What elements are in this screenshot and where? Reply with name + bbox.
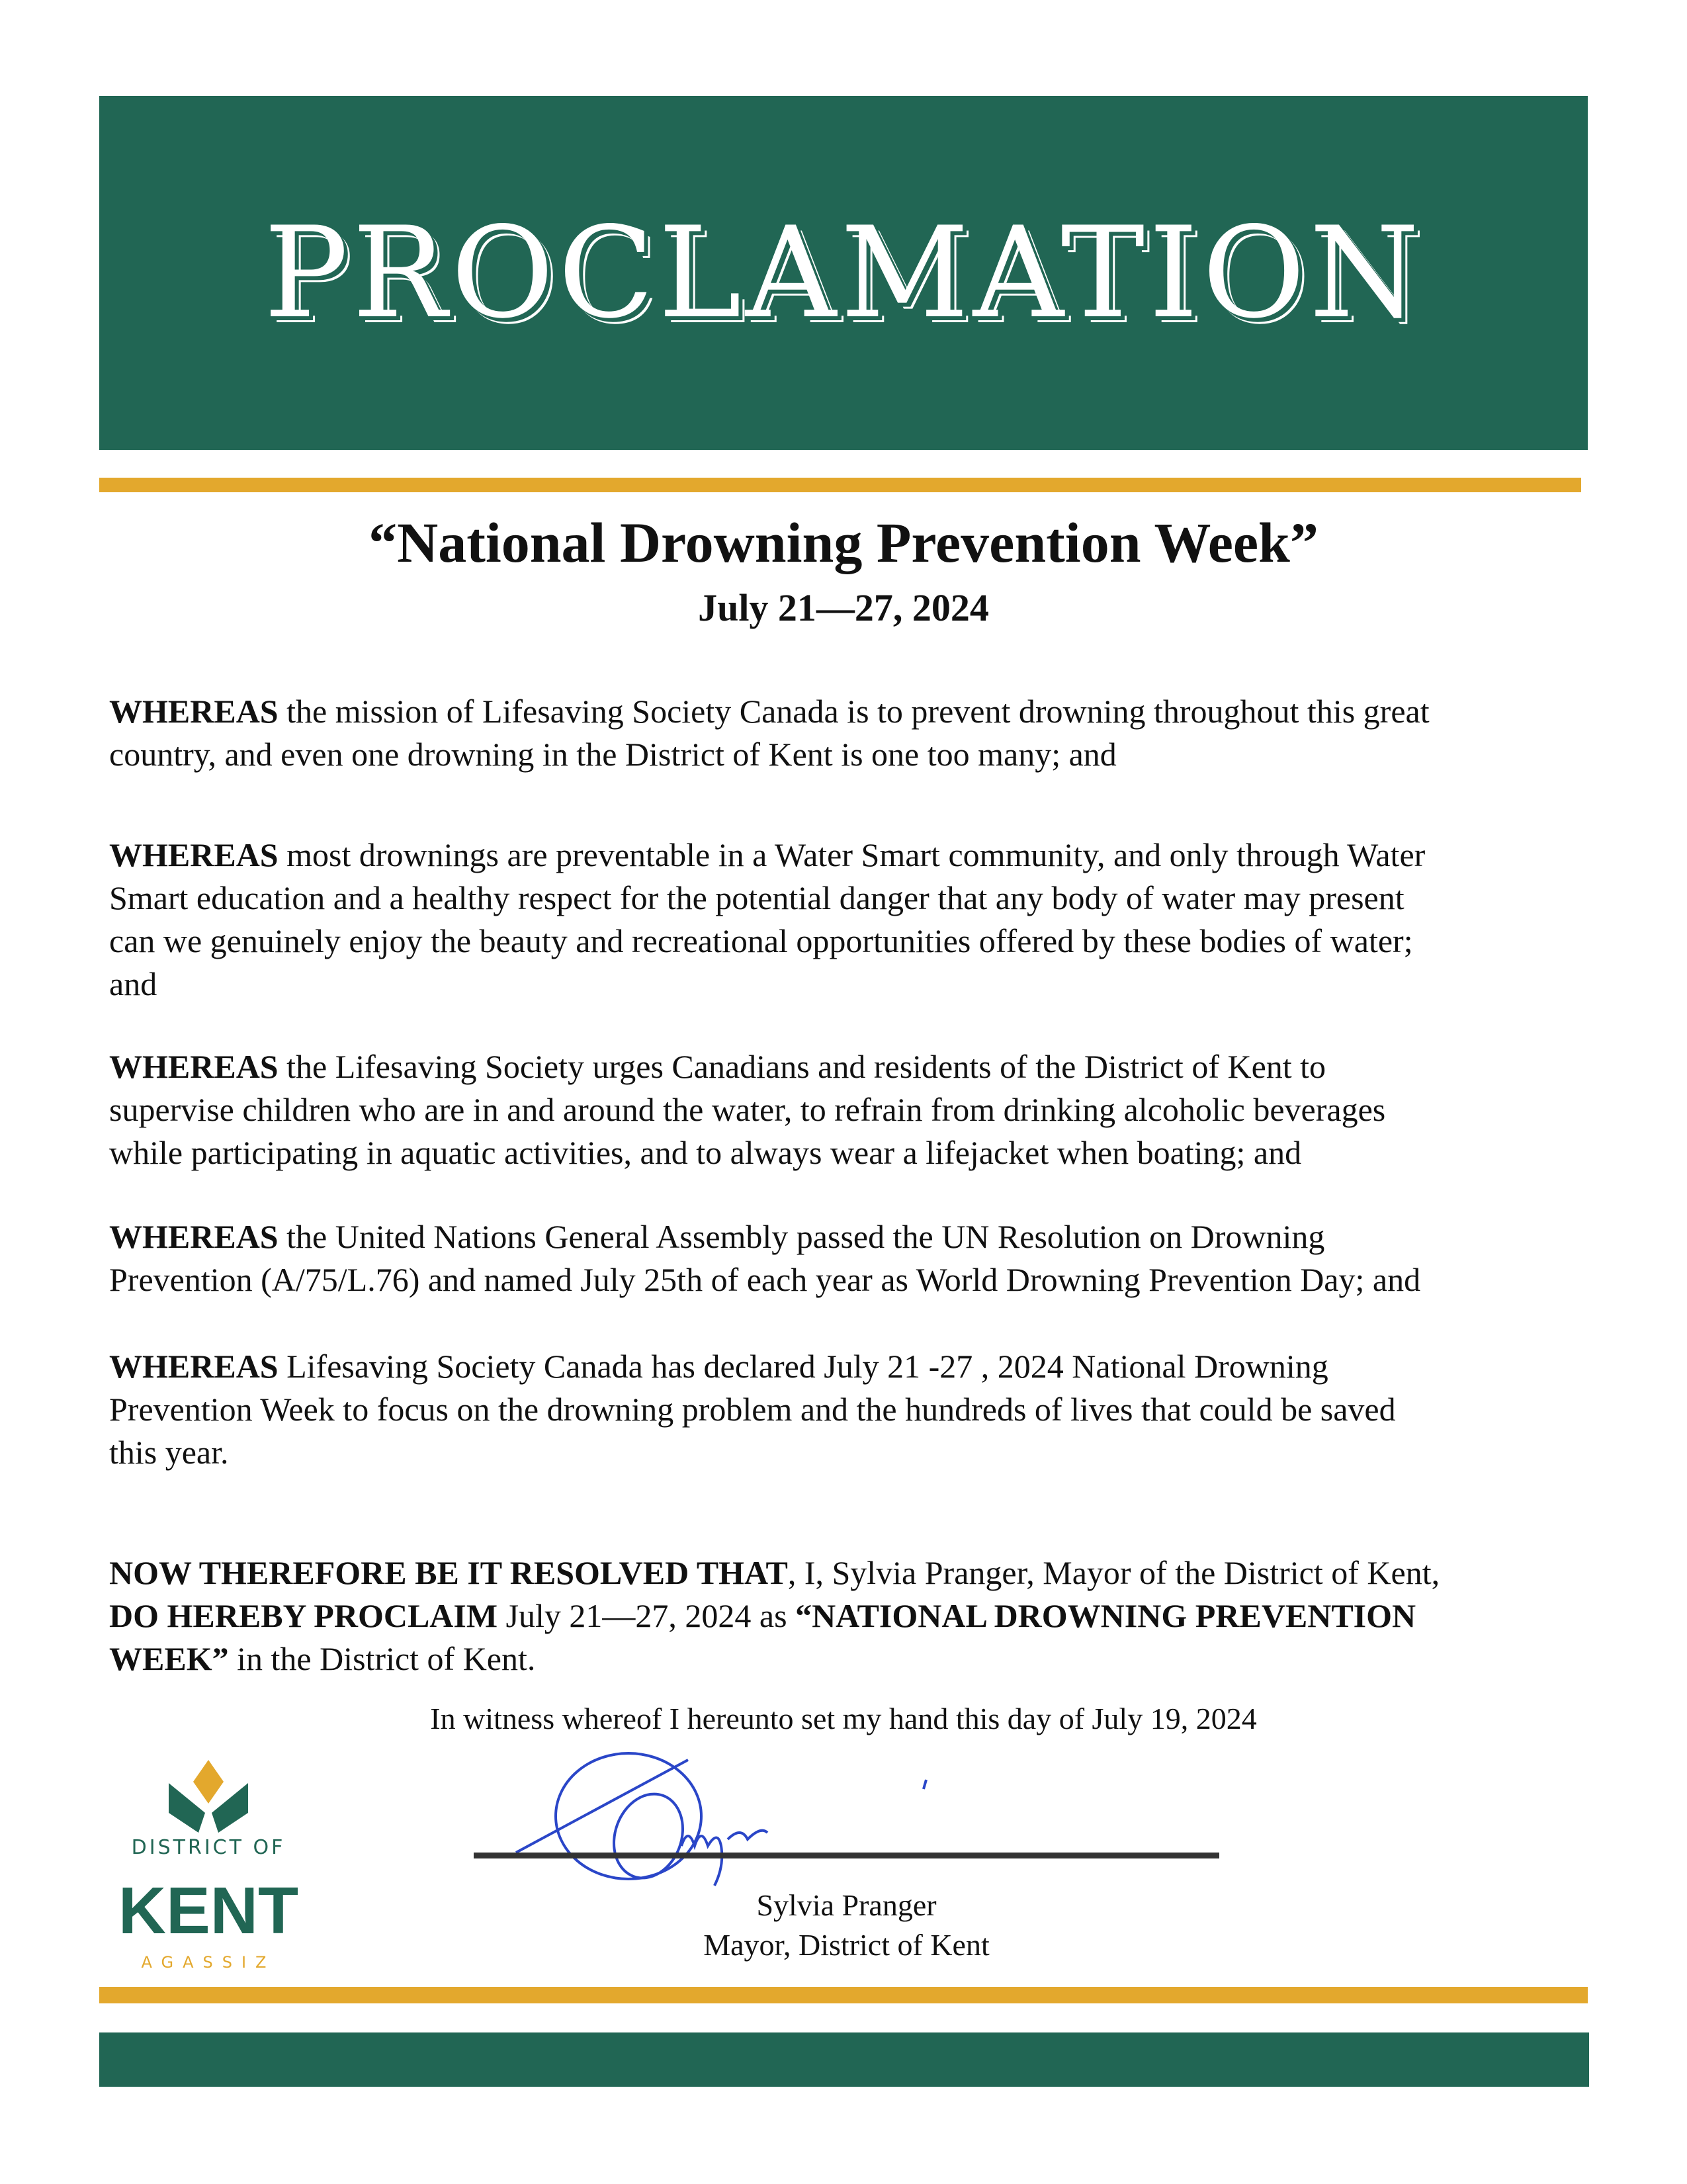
green-footer-bar	[99, 2032, 1589, 2087]
whereas-paragraph	[109, 1345, 1396, 1474]
district-of-kent-logo	[106, 1760, 311, 1972]
whereas-label: WHEREAS	[109, 693, 279, 730]
logo-diamond-icon	[193, 1760, 224, 1804]
paragraph-line: Prevention Week to focus on the drowning problem and the hundreds of lives that could be saved	[109, 1391, 1396, 1428]
logo-text-kent: KENT	[118, 1874, 299, 1948]
whereas-paragraph	[109, 1045, 1385, 1174]
paragraph-line: the Lifesaving Society urges Canadians and residents of the District of Kent to	[278, 1048, 1326, 1085]
whereas-label: WHEREAS	[109, 1048, 279, 1085]
resolution-bold: WEEK”	[109, 1640, 229, 1677]
banner-title: PROCLAMATION	[263, 199, 1424, 346]
whereas-paragraph	[109, 690, 1430, 776]
paragraph-line: country, and even one drowning in the District of Kent is one too many; and	[109, 736, 1117, 773]
paragraph-line: while participating in aquatic activities, and to always wear a lifejacket when boating; and	[109, 1134, 1302, 1171]
signature-line	[474, 1853, 1219, 1858]
paragraph-line: can we genuinely enjoy the beauty and recreational opportunities offered by these bodies of water;	[109, 922, 1413, 959]
whereas-label: WHEREAS	[109, 836, 279, 873]
whereas-paragraph	[109, 834, 1425, 1006]
whereas-label: WHEREAS	[109, 1218, 279, 1255]
resolution-bold: “NATIONAL DROWNING PREVENTION	[795, 1597, 1416, 1634]
gold-divider-top	[99, 478, 1581, 492]
whereas-label: WHEREAS	[109, 1348, 279, 1385]
signature-image	[503, 1740, 939, 1892]
paragraph-line: the mission of Lifesaving Society Canada is to prevent drowning throughout this great	[278, 693, 1430, 730]
proclamation-banner	[99, 96, 1588, 450]
resolution-text: in the District of Kent.	[228, 1640, 536, 1677]
witness-statement: In witness whereof I hereunto set my hand this day of July 19, 2024	[430, 1702, 1257, 1735]
paragraph-line: Smart education and a healthy respect for the potential danger that any body of water may present	[109, 879, 1405, 916]
signer-block	[474, 1886, 1219, 1965]
paragraph-line: most drownings are preventable in a Water Smart community, and only through Water	[278, 836, 1426, 873]
paragraph-line: the United Nations General Assembly passed the UN Resolution on Drowning	[278, 1218, 1325, 1255]
resolution-paragraph	[109, 1551, 1440, 1681]
gold-divider-bottom	[99, 1987, 1588, 2003]
proclamation-dates: July 21—27, 2024	[698, 586, 989, 629]
resolution-text: , I, Sylvia Pranger, Mayor of the District of Kent,	[787, 1554, 1440, 1591]
signer-name: Sylvia Pranger	[756, 1888, 937, 1922]
paragraph-line: supervise children who are in and around the water, to refrain from drinking alcoholic beverages	[109, 1091, 1386, 1128]
logo-text-agassiz: AGASSIZ	[141, 1953, 276, 1972]
proclamation-heading: “National Drowning Prevention Week”	[368, 511, 1319, 574]
paragraph-line: Prevention (A/75/L.76) and named July 25th of each year as World Drowning Prevention Day; and	[109, 1261, 1421, 1298]
resolution-bold: DO HEREBY PROCLAIM	[109, 1597, 498, 1634]
paragraph-line: this year.	[109, 1434, 229, 1471]
signer-title: Mayor, District of Kent	[703, 1928, 990, 1962]
resolution-text: July 21—27, 2024 as	[497, 1597, 796, 1634]
resolution-bold: NOW THEREFORE BE IT RESOLVED THAT	[109, 1554, 788, 1591]
paragraph-line: Lifesaving Society Canada has declared July 21 -27 , 2024 National Drowning	[278, 1348, 1328, 1385]
whereas-paragraph	[109, 1215, 1420, 1301]
paragraph-line: and	[109, 965, 157, 1002]
logo-text-district: DISTRICT OF	[131, 1836, 286, 1859]
